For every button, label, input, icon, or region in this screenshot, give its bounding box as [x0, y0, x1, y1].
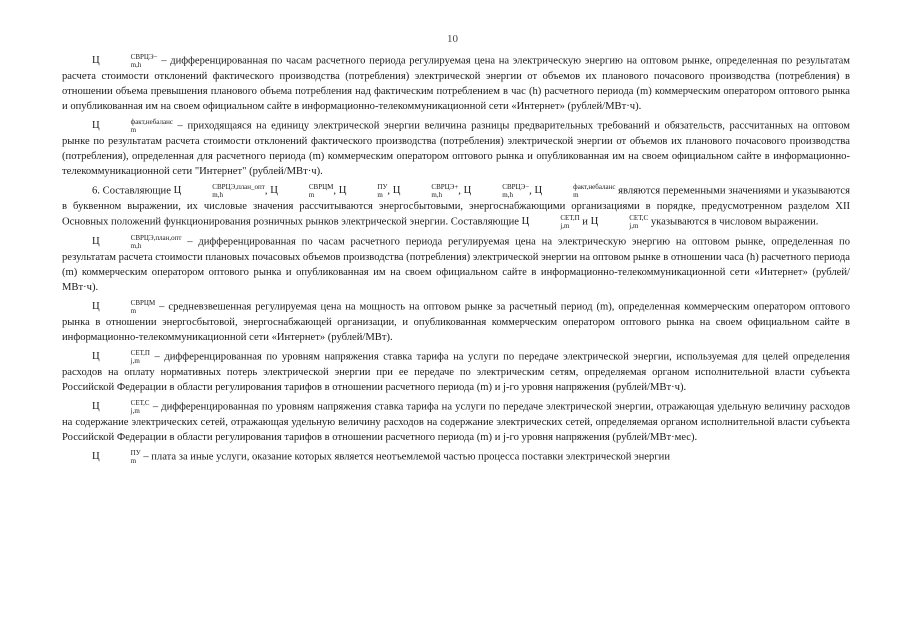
formula-symbol: Ц СВРЦЭ+ m,h	[392, 183, 459, 199]
paragraph-text: – приходящаяся на единицу электрической энергии величина разницы предварительных требований и обязательств, рассчитанных на оптовом рынке по результатам расчета стоимости отклонений фактического производства (потребления) электрической энергии от объемов их планового почасового производства (потребления), определенная для расчетного периода (m) коммерческим оператором оптового рынка и опубликованная им на своем официальном сайте в информационно-телекоммуникационной сети "Интернет" (рублей/МВт·ч).	[62, 120, 850, 177]
paragraph-text: – средневзвешенная регулируемая цена на мощность на оптовом рынке за расчетный период (m), определенная коммерческим оператором оптового рынка в отношении энергосбытовой, энергоснабжающей организации, и опубликованная коммерческим оператором оптового рынка на своем официальном сайте в информационно-телекоммуникационной сети «Интернет» (рублей/МВт).	[62, 301, 850, 343]
paragraph	[62, 349, 850, 395]
paragraph-text: – дифференцированная по часам расчетного периода регулируемая цена на электрическую энергию на оптовом рынке, определенная по результатам расчета стоимости плановых почасовых объемов производства (потребления) электрической энергии на оптовом рынке в отношении часа (h) расчетного периода (m) коммерческим оператором оптового рынка и опубликованная им на своем официальном сайте в информационно-телекоммуникационной сети «Интернет» (рублей/МВт·ч).	[62, 236, 850, 293]
formula-symbol: Ц СЕТ,П j,m	[521, 214, 580, 230]
paragraph	[62, 299, 850, 345]
paragraph	[62, 118, 850, 179]
paragraph-text: 6. Составляющие Ц СВРЦЭ,план_опт m,h , Ц СВРЦМ m , Ц ПУ m , Ц СВРЦЭ+ m,h , Ц СВРЦЭ− m,h , Ц факт,небаланс m являются переменными значениями и указываются в буквенном выражении, их числовые значения рассчитываются энергосбытовыми, энергоснабжающими организациями в порядке, предусмотренном разделом XII Основных положений функционирования розничных рынков электрической энергии. Составляющие Ц СЕТ,П j,m и Ц СЕТ,С j,m указываются в числовом выражении.	[62, 183, 850, 230]
formula-symbol: Ц факт,небаланс m	[92, 118, 173, 134]
formula-symbol: Ц СЕТ,П j,m	[92, 349, 150, 365]
paragraph-text: – дифференцированная по уровням напряжения ставка тарифа на услуги по передаче электрической энергии, отражающая удельную величину расходов на содержание электрических сетей, отражающая удельную величину расходов на содержание электрических сетей, определяемая органом исполнительной власти субъекта Российской Федерации в области регулирования тарифов в отношении расчетного периода (m) и j-го уровня напряжения (рублей/МВт·мес).	[62, 401, 850, 443]
paragraph-text: – дифференцированная по часам расчетного периода регулируемая цена на электрическую энергию на оптовом рынке, определенная по результатам расчета стоимости отклонений фактического производства (потребления) электрической энергии от объемов их планового почасового производства (потребления) в отношении объема превышения планового объема потребления над фактическим потреблением в час (h) расчетного периода (m) коммерческим оператором оптового рынка и опубликованная им на своем официальном сайте в информационно-телекоммуникационной сети «Интернет» (рублей/МВт·ч).	[62, 55, 850, 112]
paragraph	[62, 234, 850, 295]
paragraph-text: – плата за иные услуги, оказание которых является неотъемлемой частью процесса поставки электрической энергии	[140, 451, 670, 463]
paragraph	[62, 449, 850, 465]
formula-symbol: Ц ПУ m	[338, 183, 388, 199]
paragraph	[62, 53, 850, 114]
paragraph-text: – дифференцированная по уровням напряжения ставка тарифа на услуги по передаче электрической энергии, используемая для целей определения расходов на оплату нормативных потерь электрической энергии при ее передаче по электрическим сетям, определяемая органом исполнительной власти субъекта Российской Федерации в области регулирования тарифов в отношении расчетного периода (m) и j-го уровня напряжения (рублей/МВт·ч).	[62, 351, 850, 393]
formula-symbol: Ц СЕТ,С j,m	[92, 399, 150, 415]
formula-symbol: Ц СЕТ,С j,m	[590, 214, 649, 230]
page-number: 10	[447, 33, 458, 45]
paragraph	[62, 183, 850, 230]
formula-symbol: Ц ПУ m	[92, 449, 141, 465]
document-body	[62, 53, 850, 469]
formula-symbol: Ц СВРЦМ m	[270, 183, 334, 199]
formula-symbol: Ц СВРЦЭ,план,опт m,h	[92, 234, 182, 250]
formula-symbol: Ц СВРЦЭ,план_опт m,h	[173, 183, 265, 199]
paragraph	[62, 399, 850, 445]
formula-symbol: Ц СВРЦЭ− m,h	[92, 53, 158, 69]
formula-symbol: Ц факт,небаланс m	[534, 183, 616, 199]
formula-symbol: Ц СВРЦЭ− m,h	[463, 183, 530, 199]
formula-symbol: Ц СВРЦМ m	[92, 299, 156, 315]
